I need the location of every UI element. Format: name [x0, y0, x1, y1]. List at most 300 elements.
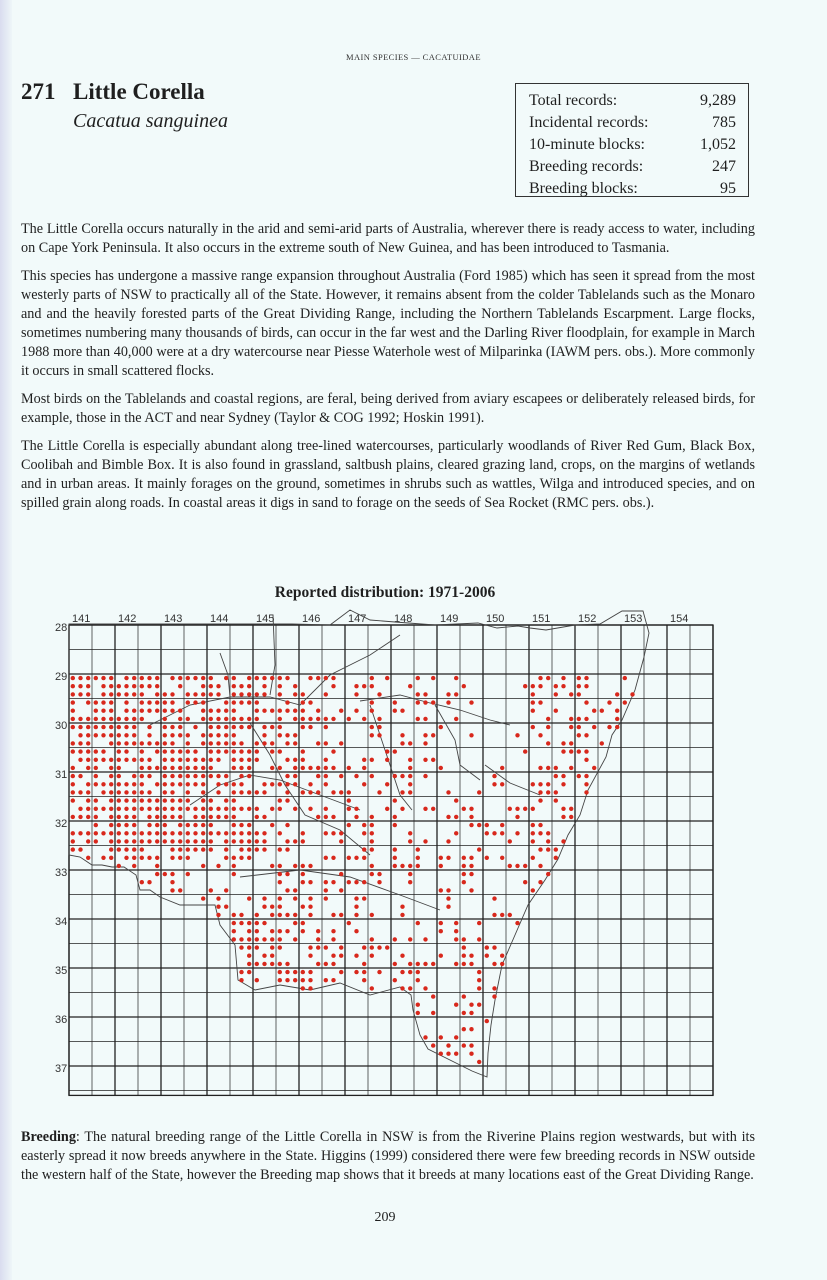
- latitude-label: 37: [55, 1063, 68, 1075]
- record-dot: [492, 986, 496, 990]
- record-dot: [331, 978, 335, 982]
- record-dot: [270, 725, 274, 729]
- record-dot: [561, 782, 565, 786]
- record-dot: [285, 839, 289, 843]
- record-dot: [155, 823, 159, 827]
- record-dot: [101, 700, 105, 704]
- record-dot: [362, 945, 366, 949]
- record-dot: [308, 676, 312, 680]
- record-dot: [178, 839, 182, 843]
- record-dot: [239, 790, 243, 794]
- record-dot: [117, 798, 121, 802]
- record-dot: [293, 937, 297, 941]
- record-dot: [132, 692, 136, 696]
- record-dot: [278, 847, 282, 851]
- record-dot: [270, 945, 274, 949]
- record-dot: [477, 970, 481, 974]
- record-dot: [331, 766, 335, 770]
- record-dot: [416, 962, 420, 966]
- record-dot: [178, 782, 182, 786]
- record-dot: [109, 741, 113, 745]
- record-dot: [569, 717, 573, 721]
- record-dot: [178, 676, 182, 680]
- longitude-label: 145: [256, 613, 275, 625]
- record-dot: [408, 831, 412, 835]
- record-dot: [408, 741, 412, 745]
- record-dot: [71, 741, 75, 745]
- record-dot: [201, 741, 205, 745]
- record-dot: [193, 758, 197, 762]
- record-dot: [462, 1011, 466, 1015]
- record-dot: [124, 725, 128, 729]
- record-dot: [193, 823, 197, 827]
- record-dot: [354, 774, 358, 778]
- record-dot: [178, 815, 182, 819]
- record-dot: [515, 733, 519, 737]
- record-dot: [293, 774, 297, 778]
- record-dot: [492, 831, 496, 835]
- record-dot: [400, 905, 404, 909]
- record-dot: [255, 749, 259, 753]
- record-dot: [216, 896, 220, 900]
- record-dot: [577, 684, 581, 688]
- record-dot: [554, 790, 558, 794]
- record-dot: [615, 692, 619, 696]
- record-dot: [170, 733, 174, 737]
- record-dot: [324, 807, 328, 811]
- record-dot: [462, 864, 466, 868]
- record-dot: [140, 717, 144, 721]
- record-dot: [538, 782, 542, 786]
- record-dot: [94, 815, 98, 819]
- record-dot: [140, 766, 144, 770]
- record-dot: [408, 864, 412, 868]
- record-dot: [454, 717, 458, 721]
- record-dot: [301, 717, 305, 721]
- record-dot: [201, 847, 205, 851]
- record-dot: [492, 774, 496, 778]
- record-dot: [109, 725, 113, 729]
- record-dot: [416, 692, 420, 696]
- record-dot: [117, 733, 121, 737]
- page-edge-shadow: [0, 0, 12, 1280]
- record-dot: [462, 872, 466, 876]
- record-dot: [301, 986, 305, 990]
- record-dot: [477, 790, 481, 794]
- record-dot: [316, 717, 320, 721]
- record-dot: [278, 798, 282, 802]
- record-dot: [232, 839, 236, 843]
- record-dot: [109, 774, 113, 778]
- record-dot: [132, 725, 136, 729]
- record-dot: [615, 709, 619, 713]
- record-dot: [278, 782, 282, 786]
- record-dot: [209, 839, 213, 843]
- record-dot: [439, 954, 443, 958]
- record-dot: [500, 913, 504, 917]
- record-dot: [262, 847, 266, 851]
- record-dot: [584, 684, 588, 688]
- record-dot: [94, 839, 98, 843]
- record-dot: [354, 684, 358, 688]
- record-dot: [577, 749, 581, 753]
- record-dot: [163, 872, 167, 876]
- record-dot: [71, 839, 75, 843]
- record-dot: [109, 856, 113, 860]
- record-dot: [216, 709, 220, 713]
- record-dot: [186, 741, 190, 745]
- record-dot: [262, 692, 266, 696]
- record-dot: [178, 717, 182, 721]
- record-dot: [132, 839, 136, 843]
- record-dot: [124, 839, 128, 843]
- latitude-label: 28: [55, 622, 68, 634]
- record-dot: [278, 831, 282, 835]
- stat-label: 10-minute blocks:: [529, 136, 645, 153]
- record-dot: [423, 1035, 427, 1039]
- record-dot: [209, 766, 213, 770]
- record-dot: [584, 790, 588, 794]
- record-dot: [255, 807, 259, 811]
- record-dot: [270, 807, 274, 811]
- record-dot: [354, 807, 358, 811]
- record-dot: [270, 741, 274, 745]
- record-dot: [117, 684, 121, 688]
- record-dot: [416, 717, 420, 721]
- record-dot: [255, 692, 259, 696]
- record-dot: [584, 774, 588, 778]
- record-dot: [569, 749, 573, 753]
- record-dot: [362, 896, 366, 900]
- record-dot: [140, 758, 144, 762]
- record-dot: [232, 790, 236, 794]
- record-dot: [216, 741, 220, 745]
- record-dot: [71, 847, 75, 851]
- record-dot: [255, 758, 259, 762]
- record-dot: [201, 684, 205, 688]
- record-dot: [124, 807, 128, 811]
- record-dot: [247, 937, 251, 941]
- record-dot: [101, 717, 105, 721]
- record-dot: [239, 807, 243, 811]
- record-dot: [370, 872, 374, 876]
- record-dot: [393, 937, 397, 941]
- record-dot: [140, 880, 144, 884]
- record-dot: [439, 864, 443, 868]
- record-dot: [262, 831, 266, 835]
- record-dot: [209, 815, 213, 819]
- record-dot: [477, 978, 481, 982]
- record-dot: [109, 709, 113, 713]
- record-dot: [163, 815, 167, 819]
- record-dot: [370, 986, 374, 990]
- record-dot: [400, 741, 404, 745]
- record-dot: [408, 986, 412, 990]
- record-dot: [370, 676, 374, 680]
- record-dot: [508, 913, 512, 917]
- record-dot: [224, 741, 228, 745]
- record-dot: [109, 692, 113, 696]
- record-dot: [109, 782, 113, 786]
- record-dot: [239, 847, 243, 851]
- latitude-label: 34: [55, 916, 68, 928]
- record-dot: [186, 758, 190, 762]
- record-dot: [584, 700, 588, 704]
- record-dot: [186, 807, 190, 811]
- longitude-label: 150: [486, 613, 505, 625]
- record-dot: [239, 856, 243, 860]
- record-dot: [232, 741, 236, 745]
- record-dot: [247, 749, 251, 753]
- record-dot: [408, 962, 412, 966]
- record-dot: [301, 709, 305, 713]
- record-dot: [308, 986, 312, 990]
- record-dot: [285, 790, 289, 794]
- record-dot: [400, 954, 404, 958]
- record-dot: [362, 782, 366, 786]
- record-dot: [293, 970, 297, 974]
- record-dot: [117, 807, 121, 811]
- record-dot: [140, 684, 144, 688]
- record-dot: [508, 864, 512, 868]
- record-dot: [293, 839, 297, 843]
- record-dot: [262, 782, 266, 786]
- record-dot: [301, 921, 305, 925]
- record-dot: [186, 798, 190, 802]
- record-dot: [531, 888, 535, 892]
- record-dot: [477, 1003, 481, 1007]
- record-dot: [170, 815, 174, 819]
- record-dot: [155, 864, 159, 868]
- record-dot: [239, 717, 243, 721]
- record-dot: [186, 717, 190, 721]
- record-dot: [538, 880, 542, 884]
- record-dot: [331, 856, 335, 860]
- record-dot: [201, 864, 205, 868]
- record-dot: [247, 954, 251, 958]
- record-dot: [101, 831, 105, 835]
- record-dot: [546, 872, 550, 876]
- record-dot: [301, 766, 305, 770]
- record-dot: [331, 815, 335, 819]
- record-dot: [561, 749, 565, 753]
- latitude-label: 36: [55, 1014, 68, 1026]
- record-dot: [262, 954, 266, 958]
- record-dot: [262, 733, 266, 737]
- record-dot: [147, 700, 151, 704]
- record-dot: [255, 937, 259, 941]
- record-dot: [239, 978, 243, 982]
- record-dot: [86, 856, 90, 860]
- record-dot: [186, 749, 190, 753]
- record-dot: [132, 774, 136, 778]
- record-dot: [255, 978, 259, 982]
- record-dot: [308, 766, 312, 770]
- record-dot: [293, 807, 297, 811]
- record-dot: [255, 676, 259, 680]
- record-dot: [347, 798, 351, 802]
- record-dot: [538, 676, 542, 680]
- record-dot: [469, 815, 473, 819]
- record-dot: [224, 905, 228, 909]
- record-dot: [201, 831, 205, 835]
- record-dot: [140, 847, 144, 851]
- record-dot: [262, 741, 266, 745]
- record-dot: [155, 807, 159, 811]
- record-dot: [147, 798, 151, 802]
- record-dot: [515, 815, 519, 819]
- record-dot: [232, 921, 236, 925]
- record-dot: [362, 978, 366, 982]
- record-dot: [370, 709, 374, 713]
- record-dot: [101, 709, 105, 713]
- record-dot: [278, 725, 282, 729]
- record-dot: [247, 896, 251, 900]
- record-dot: [262, 905, 266, 909]
- record-dot: [477, 1060, 481, 1064]
- record-dot: [209, 717, 213, 721]
- record-dot: [285, 978, 289, 982]
- record-dot: [462, 856, 466, 860]
- record-dot: [408, 782, 412, 786]
- record-dot: [339, 945, 343, 949]
- record-dot: [454, 929, 458, 933]
- stat-row-breeding-records: [529, 156, 736, 178]
- record-dot: [339, 913, 343, 917]
- record-dot: [132, 856, 136, 860]
- record-dot: [362, 962, 366, 966]
- record-dot: [324, 692, 328, 696]
- record-dot: [462, 684, 466, 688]
- record-dot: [247, 790, 251, 794]
- record-dot: [324, 717, 328, 721]
- record-dot: [247, 831, 251, 835]
- record-dot: [216, 782, 220, 786]
- record-dot: [71, 790, 75, 794]
- record-dot: [278, 717, 282, 721]
- river: [360, 695, 510, 725]
- record-dot: [262, 962, 266, 966]
- record-dot: [331, 790, 335, 794]
- record-dot: [439, 766, 443, 770]
- record-dot: [239, 937, 243, 941]
- record-dot: [132, 733, 136, 737]
- record-dot: [546, 847, 550, 851]
- record-dot: [285, 709, 289, 713]
- record-dot: [469, 856, 473, 860]
- record-dot: [109, 733, 113, 737]
- record-dot: [523, 807, 527, 811]
- stat-value: 9,289: [700, 92, 736, 109]
- record-dot: [370, 864, 374, 868]
- record-dot: [117, 774, 121, 778]
- record-dot: [247, 856, 251, 860]
- record-dot: [209, 749, 213, 753]
- record-dot: [86, 815, 90, 819]
- record-dot: [101, 758, 105, 762]
- record-dot: [170, 888, 174, 892]
- record-dot: [477, 986, 481, 990]
- record-dot: [462, 880, 466, 884]
- record-dot: [201, 815, 205, 819]
- record-dot: [324, 676, 328, 680]
- record-dot: [232, 725, 236, 729]
- record-dot: [71, 815, 75, 819]
- record-dot: [216, 717, 220, 721]
- record-dot: [324, 856, 328, 860]
- record-dot: [508, 839, 512, 843]
- record-dot: [78, 774, 82, 778]
- species-common-name: Little Corella: [73, 79, 205, 104]
- record-dot: [117, 815, 121, 819]
- record-dot: [324, 766, 328, 770]
- record-dot: [416, 700, 420, 704]
- record-dot: [408, 872, 412, 876]
- record-dot: [531, 856, 535, 860]
- record-dot: [577, 733, 581, 737]
- record-dot: [278, 913, 282, 917]
- record-dot: [377, 970, 381, 974]
- record-dot: [285, 888, 289, 892]
- record-dot: [124, 700, 128, 704]
- record-dot: [293, 913, 297, 917]
- record-dot: [170, 741, 174, 745]
- record-dot: [124, 831, 128, 835]
- longitude-label: 146: [302, 613, 321, 625]
- record-dot: [454, 815, 458, 819]
- record-dot: [170, 790, 174, 794]
- record-dot: [331, 962, 335, 966]
- record-dot: [431, 700, 435, 704]
- record-dot: [147, 807, 151, 811]
- record-dot: [255, 847, 259, 851]
- record-dot: [278, 945, 282, 949]
- record-dot: [232, 684, 236, 688]
- record-dot: [354, 856, 358, 860]
- latitude-label: 33: [55, 867, 68, 879]
- record-dot: [347, 823, 351, 827]
- record-dot: [423, 758, 427, 762]
- record-dot: [416, 921, 420, 925]
- record-dot: [232, 831, 236, 835]
- record-dot: [561, 774, 565, 778]
- record-dot: [400, 864, 404, 868]
- stat-value: 95: [720, 180, 736, 197]
- record-dot: [132, 847, 136, 851]
- record-dot: [454, 676, 458, 680]
- record-dot: [393, 978, 397, 982]
- record-dot: [247, 684, 251, 688]
- record-dot: [109, 684, 113, 688]
- record-dot: [109, 766, 113, 770]
- record-dot: [232, 929, 236, 933]
- record-dot: [262, 839, 266, 843]
- record-dot: [109, 717, 113, 721]
- latitude-label: 35: [55, 965, 68, 977]
- record-dot: [186, 782, 190, 786]
- longitude-label: 147: [348, 613, 367, 625]
- record-dot: [400, 913, 404, 917]
- record-dot: [400, 733, 404, 737]
- record-dot: [485, 831, 489, 835]
- record-dot: [523, 864, 527, 868]
- record-dot: [247, 970, 251, 974]
- state-border: [69, 610, 649, 1077]
- record-dot: [400, 709, 404, 713]
- paragraph: The Little Corella occurs naturally in the arid and semi-arid parts of Australia, wherever there is ready access to water, including on Cape York Peninsula. It also occurs in the extreme south of New Guinea, and has been introduced to Tasmania.: [21, 221, 755, 256]
- record-dot: [86, 798, 90, 802]
- record-dot: [86, 725, 90, 729]
